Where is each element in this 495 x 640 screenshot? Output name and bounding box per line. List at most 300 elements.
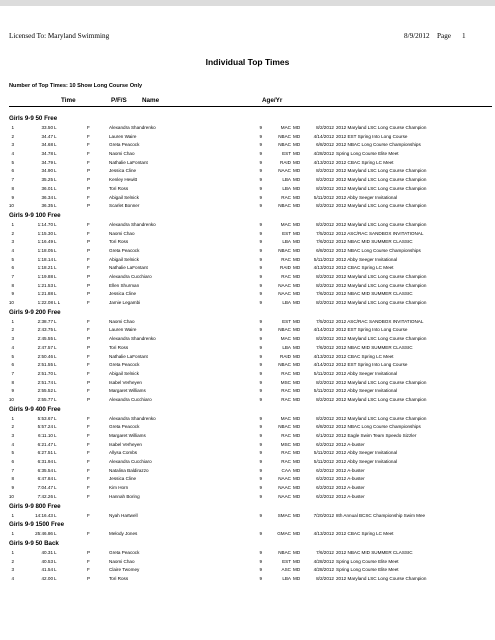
swimmer-name: Jessica Cline (109, 291, 137, 297)
lsc: MD (293, 441, 301, 447)
time: 1:18.05 (37, 247, 53, 253)
course: L (54, 467, 57, 473)
lsc: MD (293, 379, 301, 385)
lsc: MD (293, 567, 301, 573)
time: 34.78 (41, 151, 53, 157)
lsc: MD (293, 370, 301, 376)
result-row (0, 558, 495, 567)
swim-date: 6/2/2012 (316, 476, 334, 482)
place: 8 (11, 282, 14, 288)
place: 1 (11, 531, 14, 537)
header-divider (9, 106, 492, 107)
time: 6:47.84 (37, 476, 53, 482)
age: 9 (259, 318, 262, 324)
result-row (0, 361, 495, 370)
swim-date: 4/14/2012 (313, 362, 334, 368)
time: 42.00 (41, 575, 53, 581)
swimmer-name: Alexandra Cucchiaro (109, 274, 152, 279)
result-row (0, 449, 495, 458)
pfs: P (87, 274, 91, 279)
time: 1:21.88 (37, 291, 53, 297)
place: 9 (11, 194, 14, 200)
lsc: MD (293, 300, 301, 306)
result-row (0, 370, 495, 379)
pfs: P (87, 344, 91, 350)
meet-name: 2012 NBAC MID SUMMER CLASSIC (336, 344, 413, 350)
result-row (0, 379, 495, 388)
place: 4 (11, 151, 14, 157)
pfs: P (87, 203, 91, 209)
place: 1 (11, 318, 14, 324)
result-row (0, 176, 495, 185)
team: MAC (280, 415, 291, 421)
course: L (54, 370, 57, 376)
pfs: F (87, 194, 90, 200)
age: 9 (259, 177, 262, 183)
age: 9 (259, 467, 262, 473)
course: L (54, 575, 57, 581)
age: 9 (259, 493, 262, 499)
course: L (54, 424, 57, 430)
result-row (0, 221, 495, 230)
age: 9 (259, 142, 262, 148)
report-parameters: Number of Top Times: 10 Show Long Course Only (9, 83, 143, 89)
age: 9 (259, 441, 262, 447)
result-row (0, 150, 495, 159)
age: 9 (259, 567, 262, 573)
place: 6 (11, 362, 14, 368)
result-row (0, 124, 495, 133)
age: 9 (259, 549, 262, 555)
age: 9 (259, 353, 262, 359)
team: NAAC (278, 168, 291, 174)
result-row (0, 484, 495, 493)
swimmer-name: Greta Peacock (109, 362, 140, 368)
meet-name: 2012 NBAC Long Course Championships (336, 424, 421, 430)
swimmer-name: Tori Ross (109, 344, 129, 350)
age: 9 (259, 300, 262, 306)
lsc: MD (293, 247, 301, 253)
result-row (0, 415, 495, 424)
swim-date: 8/2/2012 (316, 221, 334, 227)
meet-name: Spring Long Course Elite Meet (336, 151, 399, 157)
team: NBAC (278, 327, 291, 333)
result-row (0, 159, 495, 168)
swim-date: 8/2/2012 (316, 396, 334, 402)
pfs: F (87, 388, 90, 394)
place: 2 (11, 230, 14, 236)
time: 2:45.55 (37, 336, 53, 342)
team: CAA (281, 467, 291, 473)
swimmer-name: Greta Peacock (109, 247, 140, 253)
time: 36.35 (41, 203, 53, 209)
course: L (54, 177, 57, 183)
team: MSC (280, 441, 291, 447)
swimmer-name: Alexandra Cucchiaro (109, 396, 152, 402)
swim-date: 6/2/2012 (316, 467, 334, 473)
meet-name: 2012 A-buster (336, 476, 365, 482)
course: L L (54, 300, 61, 306)
result-row (0, 353, 495, 362)
meet-name: Spring Long Course Elite Meet (336, 558, 399, 564)
time: 5:57.24 (37, 424, 53, 430)
swimmer-name: Isabel Verheyen (109, 379, 142, 385)
place: 3 (11, 142, 14, 148)
pfs: P (87, 379, 91, 385)
swim-date: 8/2/2012 (316, 168, 334, 174)
result-row (0, 264, 495, 273)
course: L (54, 256, 57, 262)
time: 5:53.67 (37, 415, 53, 421)
event-title: Girls 9-9 100 Free (9, 211, 61, 219)
swimmer-name: Alexandra Shandrenko (109, 336, 156, 342)
place: 3 (11, 239, 14, 245)
place: 4 (11, 247, 14, 253)
swim-date: 4/13/2012 (313, 531, 334, 537)
lsc: MD (293, 396, 301, 402)
time: 14:16.43 (35, 512, 53, 518)
lsc: MD (293, 575, 301, 581)
time: 6:27.51 (37, 450, 53, 456)
swimmer-name: Naomi Chao (109, 318, 135, 324)
meet-name: 2012 CBAC Spring LC Meet (336, 159, 394, 165)
age: 9 (259, 424, 262, 430)
lsc: MD (293, 450, 301, 456)
course: L (54, 512, 57, 518)
pfs: P (87, 291, 91, 297)
age: 9 (259, 433, 262, 438)
swim-date: 7/6/2012 (316, 239, 334, 245)
result-row (0, 575, 495, 584)
age: 9 (259, 247, 262, 253)
place: 7 (11, 274, 14, 279)
event-title: Girls 9-9 1500 Free (9, 521, 65, 529)
team: LBA (282, 344, 291, 350)
age: 9 (259, 125, 262, 130)
swimmer-name: Alexandra Shandrenko (109, 125, 156, 130)
course: L (54, 476, 57, 482)
place: 7 (11, 177, 14, 183)
course: L (54, 221, 57, 227)
course: L (54, 344, 57, 350)
lsc: MD (293, 177, 301, 183)
swim-date: 6/8/2012 (316, 424, 334, 430)
age: 9 (259, 168, 262, 174)
time: 1:15.30 (37, 230, 53, 236)
team: RAID (280, 265, 291, 271)
age: 9 (259, 203, 262, 209)
lsc: MD (293, 185, 301, 191)
swimmer-name: Jessica Cline (109, 476, 137, 482)
pfs: F (87, 493, 90, 499)
team: NBAC (278, 424, 291, 430)
swim-date: 8/2/2012 (316, 125, 334, 130)
course: L (54, 396, 57, 402)
time: 34.79 (41, 159, 53, 165)
course: L (54, 441, 57, 447)
event-title: Girls 9-9 200 Free (9, 308, 61, 316)
swimmer-name: Alexandra Shandrenko (109, 221, 156, 227)
time: 33.50 (41, 125, 53, 130)
pfs: F (87, 300, 90, 306)
age: 9 (259, 388, 262, 394)
course: L (54, 459, 57, 465)
swimmer-name: Margaret Williams (109, 433, 146, 438)
pfs: F (87, 353, 90, 359)
result-row (0, 432, 495, 441)
swim-date: 8/2/2012 (316, 379, 334, 385)
place: 8 (11, 476, 14, 482)
swim-date: 8/2/2012 (316, 415, 334, 421)
course: L (54, 567, 57, 573)
time: 34.47 (41, 133, 53, 139)
event-title: Girls 9-9 50 Free (9, 115, 58, 122)
age: 9 (259, 558, 262, 564)
meet-name: 2012 NBAC MID SUMMER CLASSIC (336, 291, 413, 297)
swim-date: 5/11/2012 (313, 450, 334, 456)
course: L (54, 265, 57, 271)
meet-name: 2012 Abby Seeger Invitational (336, 370, 398, 376)
pfs: F (87, 531, 90, 537)
team: SMAC (277, 512, 291, 518)
course: L (54, 203, 57, 209)
result-row (0, 247, 495, 256)
time: 7:04.47 (37, 485, 53, 491)
swimmer-name: Tori Ross (109, 575, 129, 581)
lsc: MD (293, 239, 301, 245)
swim-date: 8/2/2012 (316, 274, 334, 279)
swim-date: 6/8/2012 (316, 247, 334, 253)
place: 5 (11, 159, 14, 165)
place: 8 (11, 185, 14, 191)
meet-name: 2012 Maryland LSC Long Course Champion (336, 221, 427, 227)
pfs: P (87, 185, 91, 191)
team: NBAC (278, 247, 291, 253)
swim-date: 6/8/2012 (316, 142, 334, 148)
swim-date: 8/2/2012 (316, 177, 334, 183)
pfs: P (87, 549, 91, 555)
swimmer-name: Kim Horn (109, 485, 129, 491)
result-row (0, 326, 495, 335)
result-row (0, 467, 495, 476)
team: NBAC (278, 203, 291, 209)
result-row (0, 273, 495, 282)
meet-name: 2012 Maryland LSC Long Course Champion (336, 336, 427, 342)
place: 3 (11, 433, 14, 438)
swim-date: 5/11/2012 (313, 388, 334, 394)
age: 9 (259, 256, 262, 262)
column-header-name: Name (142, 97, 160, 104)
swim-date: 5/11/2012 (313, 459, 334, 465)
meet-name: 2012 Maryland LSC Long Course Champion (336, 168, 427, 174)
team: RAC (281, 433, 291, 438)
meet-name: 8th Annual BCSC Championship Swim Mee (336, 512, 426, 518)
place: 6 (11, 459, 14, 465)
time: 40.31 (41, 549, 53, 555)
pfs: P (87, 247, 91, 253)
swim-date: 4/13/2012 (313, 159, 334, 165)
swim-date: 7/6/2012 (316, 549, 334, 555)
lsc: MD (293, 424, 301, 430)
column-header-pfs: P/F/S (111, 97, 127, 104)
team: MAC (280, 221, 291, 227)
result-row (0, 256, 495, 265)
swimmer-name: Greta Peacock (109, 424, 140, 430)
place: 2 (11, 558, 14, 564)
result-row (0, 141, 495, 150)
lsc: MD (293, 230, 301, 236)
place: 4 (11, 344, 14, 350)
age: 9 (259, 151, 262, 157)
course: L (54, 531, 57, 537)
event-title: Girls 9-9 800 Free (9, 502, 61, 510)
lsc: MD (293, 159, 301, 165)
course: L (54, 379, 57, 385)
lsc: MD (293, 125, 301, 130)
column-header-time: Time (61, 97, 76, 104)
lsc: MD (293, 531, 301, 537)
course: L (54, 239, 57, 245)
age: 9 (259, 239, 262, 245)
age: 9 (259, 194, 262, 200)
meet-name: 2012 Maryland LSC Long Course Champion (336, 185, 427, 191)
time: 2:51.74 (37, 379, 53, 385)
swim-date: 6/2/2012 (316, 485, 334, 491)
time: 6:35.54 (37, 467, 53, 473)
time: 7:42.26 (37, 493, 53, 499)
result-row (0, 194, 495, 203)
team: NAAC (278, 485, 291, 491)
place: 5 (11, 256, 14, 262)
age: 9 (259, 575, 262, 581)
team: LBA (282, 185, 291, 191)
pfs: F (87, 512, 90, 518)
lsc: MD (293, 265, 301, 271)
pfs: P (87, 239, 91, 245)
swim-date: 4/13/2012 (313, 353, 334, 359)
lsc: MD (293, 558, 301, 564)
team: EST (282, 318, 291, 324)
course: L (54, 485, 57, 491)
swim-date: 8/2/2012 (316, 300, 334, 306)
meet-name: 2012 Maryland LSC Long Course Champion (336, 203, 427, 209)
meet-name: 2012 Maryland LSC Long Course Champion (336, 274, 427, 279)
meet-name: 2012 A-buster (336, 485, 365, 491)
meet-name: 2012 NBAC MID SUMMER CLASSIC (336, 549, 413, 555)
place: 4 (11, 575, 14, 581)
result-row (0, 512, 495, 521)
swim-date: 8/2/2012 (316, 575, 334, 581)
team: RAID (280, 353, 291, 359)
lsc: MD (293, 485, 301, 491)
pfs: F (87, 415, 90, 421)
course: L (54, 168, 57, 174)
page-label: Page (437, 32, 451, 40)
meet-name: 2012 Abby Seeger Invitational (336, 194, 398, 200)
swimmer-name: Natalina Baldirazzo (109, 467, 149, 473)
meet-name: 2012 Eagle Swim Team Speedo Sizzler (336, 433, 417, 438)
team: GMAC (277, 531, 291, 537)
swim-date: 4/14/2012 (313, 327, 334, 333)
place: 10 (8, 396, 14, 402)
swim-date: 7/6/2012 (316, 291, 334, 297)
pfs: F (87, 318, 90, 324)
team: NBAC (278, 133, 291, 139)
swim-date: 4/14/2012 (313, 133, 334, 139)
time: 1:18.14 (37, 256, 53, 262)
place: 5 (11, 353, 14, 359)
swimmer-name: Nyah Hartwell (109, 512, 138, 518)
lsc: MD (293, 336, 301, 342)
course: L (54, 291, 57, 297)
time: 6:31.94 (37, 459, 53, 465)
age: 9 (259, 450, 262, 456)
pfs: F (87, 125, 90, 130)
team: LBA (282, 239, 291, 245)
course: L (54, 159, 57, 165)
lsc: MD (293, 142, 301, 148)
lsc: MD (293, 194, 301, 200)
pfs: F (87, 459, 90, 465)
swimmer-name: Claire Twomey (109, 567, 140, 573)
age: 9 (259, 344, 262, 350)
place: 9 (11, 485, 14, 491)
lsc: MD (293, 476, 301, 482)
result-row (0, 230, 495, 239)
team: NAAC (278, 291, 291, 297)
team: LBA (282, 177, 291, 183)
report-date: 8/9/2012 (404, 32, 430, 40)
team: MAC (280, 125, 291, 130)
swimmer-name: Tori Ross (109, 185, 129, 191)
lsc: MD (293, 353, 301, 359)
result-row (0, 441, 495, 450)
place: 7 (11, 467, 14, 473)
swimmer-name: Nathalie LaFontant (109, 159, 148, 165)
lsc: MD (293, 221, 301, 227)
team: RAID (280, 159, 291, 165)
result-row (0, 530, 495, 539)
age: 9 (259, 221, 262, 227)
swim-date: 7/6/2012 (316, 344, 334, 350)
time: 6:11.10 (38, 433, 53, 438)
lsc: MD (293, 344, 301, 350)
report-title: Individual Top Times (205, 57, 290, 67)
time: 2:51.55 (37, 362, 53, 368)
time: 34.90 (41, 168, 53, 174)
course: L (54, 230, 57, 236)
lsc: MD (293, 133, 301, 139)
course: L (54, 133, 57, 139)
swimmer-name: Greta Peacock (109, 142, 140, 148)
swimmer-name: Lauren Waire (109, 327, 137, 333)
place: 10 (8, 203, 14, 209)
meet-name: 2012 NBAC MID SUMMER CLASSIC (336, 239, 413, 245)
course: L (54, 274, 57, 279)
course: L (54, 151, 57, 157)
pfs: P (87, 575, 91, 581)
pfs: F (87, 558, 90, 564)
time: 1:14.70 (37, 221, 53, 227)
swimmer-name: Nathalie LaFontant (109, 353, 148, 359)
meet-name: 2012 Abby Seeger Invitational (336, 450, 398, 456)
pfs: F (87, 567, 90, 573)
place: 1 (11, 549, 14, 555)
swimmer-name: Naomi Chao (109, 151, 135, 157)
place: 3 (11, 336, 14, 342)
time: 1:21.53 (37, 282, 53, 288)
meet-name: 2012 Maryland LSC Long Course Champion (336, 125, 427, 130)
